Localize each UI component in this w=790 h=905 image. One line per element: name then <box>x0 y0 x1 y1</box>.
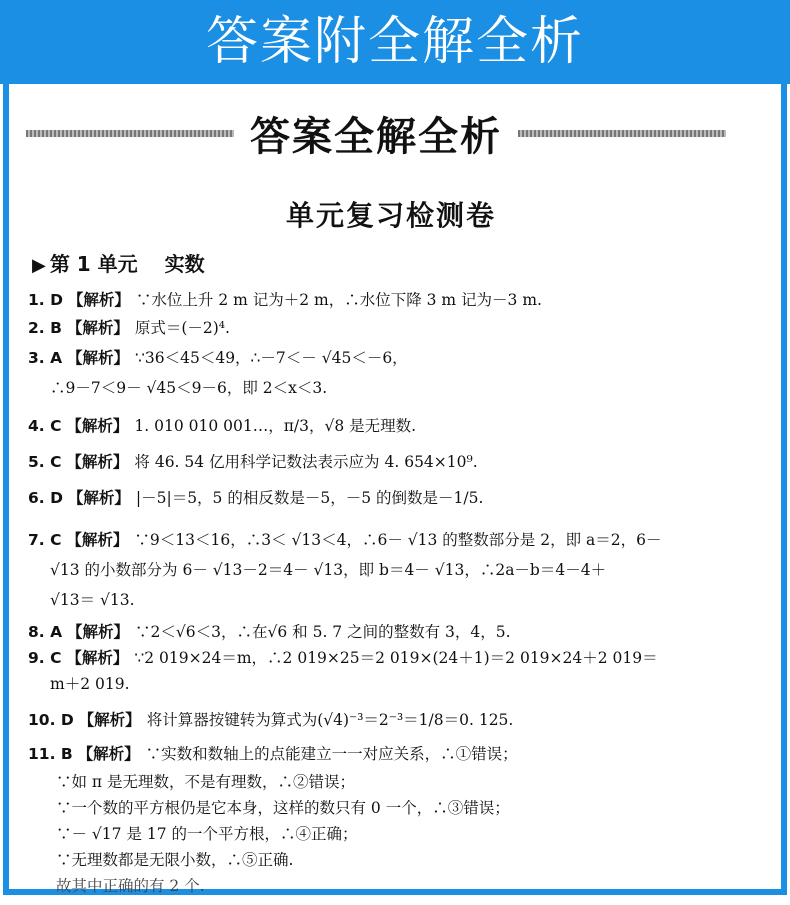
analysis-tag: 【解析】 <box>67 489 130 507</box>
unit-title: 第 1 单元 实数 <box>49 252 205 276</box>
answer-text: ∵实数和数轴上的点能建立一一对应关系，∴①错误； <box>145 745 518 763</box>
banner-title: 答案附全解全析 <box>205 12 584 72</box>
answer-number: 5. C <box>28 453 62 471</box>
analysis-tag: 【解析】 <box>77 745 140 763</box>
answer-text: ∵2＜√6＜3，∴在√6 和 5. 7 之间的整数有 3，4，5. <box>135 623 511 641</box>
answer-item-5 <box>28 450 478 472</box>
answer-text: 将计算器按键转为算式为(√4)⁻³＝2⁻³＝1/8＝0. 125. <box>146 711 514 729</box>
answer-item-8 <box>28 620 511 642</box>
answer-item-2 <box>28 316 230 338</box>
answer-item-1 <box>28 288 542 310</box>
answer-item-7 <box>28 528 661 550</box>
answer-item-4 <box>28 414 416 436</box>
answer-text: ∵2 019×24＝m，∴2 019×25＝2 019×(24＋1)＝2 019×24＋2 019＝ <box>134 649 658 667</box>
answer-item-10 <box>28 708 513 730</box>
answer-continuation: √13＝ √13. <box>50 591 135 609</box>
title-rule-right <box>518 130 726 137</box>
title-rule-left <box>26 130 234 137</box>
answer-text: ∵36＜45＜49，∴－7＜－ √45＜－6， <box>135 349 408 367</box>
answer-item-3 <box>28 346 408 368</box>
answer-continuation: ∴9－7＜9－ √45＜9－6，即 2＜x＜3. <box>50 379 328 397</box>
answer-text: 1. 010 010 001…，π/3，√8 是无理数. <box>134 417 417 435</box>
answer-number: 1. D <box>28 291 63 309</box>
answer-text: |－5|＝5，5 的相反数是－5，－5 的倒数是－1/5. <box>135 489 484 507</box>
analysis-tag: 【解析】 <box>78 711 141 729</box>
page-title: 答案全解全析 <box>250 113 502 160</box>
answer-text: 将 46. 54 亿用科学记数法表示应为 4. 654×10⁹. <box>134 453 478 471</box>
title-row <box>26 108 726 158</box>
answer-continuation: ∵如 π 是无理数，不是有理数，∴②错误； <box>56 773 356 791</box>
analysis-tag: 【解析】 <box>66 319 129 337</box>
answer-continuation: m＋2 019. <box>50 675 130 693</box>
analysis-tag: 【解析】 <box>67 291 130 309</box>
answer-item-9 <box>28 646 658 668</box>
answer-number: 11. B <box>28 745 73 763</box>
analysis-tag: 【解析】 <box>66 531 129 549</box>
answer-number: 2. B <box>28 319 62 337</box>
section-subtitle: 单元复习检测卷 <box>285 199 496 232</box>
answer-number: 3. A <box>28 349 63 367</box>
answer-continuation: ∵－ √17 是 17 的一个平方根，∴④正确； <box>56 825 358 843</box>
answer-continuation: 故其中正确的有 2 个. <box>56 877 205 893</box>
analysis-tag: 【解析】 <box>66 453 129 471</box>
unit-heading <box>32 248 205 277</box>
analysis-tag: 【解析】 <box>67 623 130 641</box>
answer-number: 10. D <box>28 711 74 729</box>
header-banner <box>0 0 790 84</box>
answer-item-6 <box>28 486 483 508</box>
answer-text: 原式＝(－2)⁴. <box>134 319 230 337</box>
analysis-tag: 【解析】 <box>66 417 129 435</box>
answer-number: 4. C <box>28 417 62 435</box>
answer-number: 8. A <box>28 623 63 641</box>
answer-text: ∵9＜13＜16，∴3＜ √13＜4，∴6－ √13 的整数部分是 2，即 a＝2，6－ <box>134 531 662 549</box>
answer-continuation: ∵一个数的平方根仍是它本身，这样的数只有 0 一个，∴③错误； <box>56 799 510 817</box>
answer-page <box>6 88 776 893</box>
answer-item-11 <box>28 742 518 764</box>
answer-number: 9. C <box>28 649 62 667</box>
answer-number: 6. D <box>28 489 63 507</box>
analysis-tag: 【解析】 <box>66 649 129 667</box>
triangle-marker-icon: ▶ <box>32 255 46 276</box>
answer-text: ∵水位上升 2 m 记为＋2 m，∴水位下降 3 m 记为－3 m. <box>135 291 542 309</box>
answer-continuation: ∵无理数都是无限小数，∴⑤正确. <box>56 851 294 869</box>
answer-continuation: √13 的小数部分为 6－ √13－2＝4－ √13，即 b＝4－ √13，∴2a－b＝4－4＋ <box>50 561 607 579</box>
analysis-tag: 【解析】 <box>67 349 130 367</box>
answer-number: 7. C <box>28 531 62 549</box>
